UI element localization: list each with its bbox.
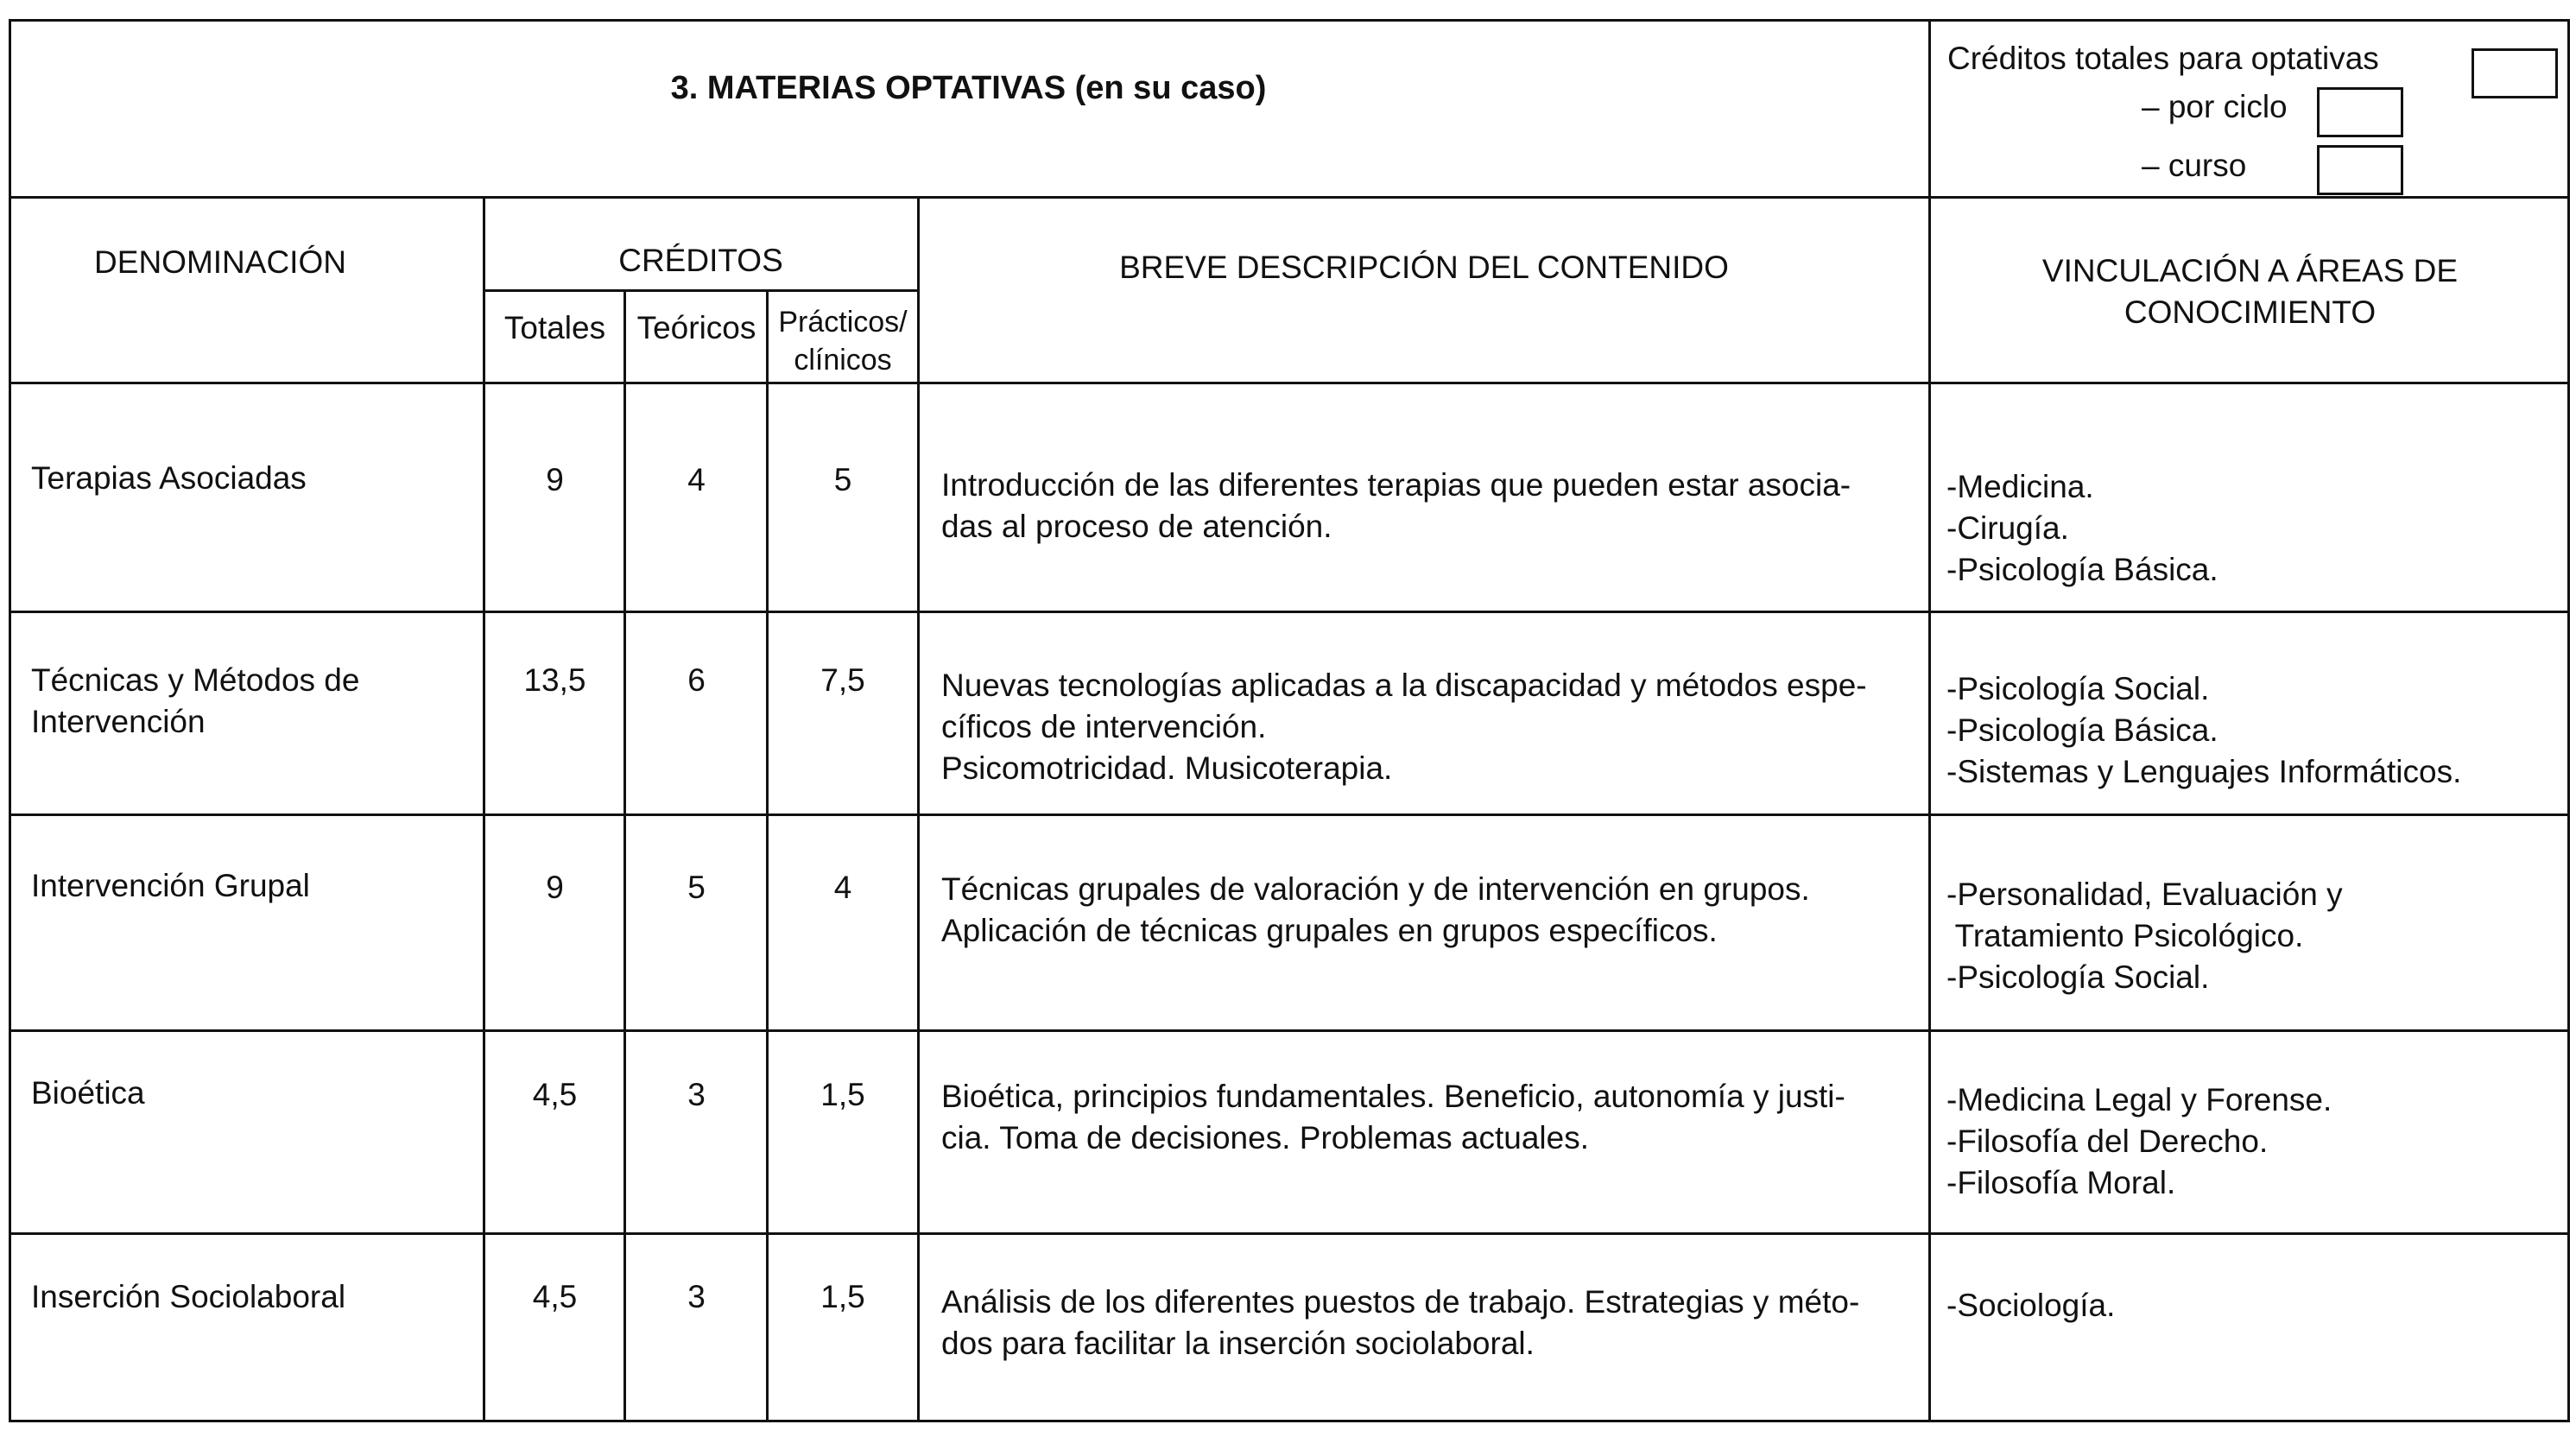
row-area: Tratamiento Psicológico.: [1946, 918, 2304, 953]
row-area: -Psicología Social.: [1946, 671, 2210, 706]
row-theory: 3: [687, 1279, 706, 1314]
row-total: 4,5: [532, 1077, 578, 1112]
row-area: -Medicina.: [1946, 469, 2094, 504]
row-divider: [9, 382, 2570, 384]
row-name: Bioética: [31, 1075, 145, 1111]
row-practical: 5: [833, 462, 852, 497]
row-name: Intervención: [31, 704, 206, 739]
per-cycle-box: [2317, 87, 2403, 137]
per-cycle-label: – por ciclo: [2142, 89, 2288, 124]
row-area: -Filosofía Moral.: [1946, 1165, 2176, 1200]
row-divider: [9, 1232, 2570, 1235]
row-theory: 4: [687, 462, 706, 497]
header-practical: Prácticos/: [778, 306, 908, 339]
header-areas: VINCULACIÓN A ÁREAS DE: [2041, 253, 2459, 288]
row-description: Aplicación de técnicas grupales en grupos específicos.: [941, 913, 1718, 948]
row-total: 4,5: [532, 1279, 578, 1314]
row-area: -Sociología.: [1946, 1288, 2116, 1323]
row-name: Intervención Grupal: [31, 868, 310, 903]
row-practical: 1,5: [820, 1279, 865, 1314]
row-divider: [9, 813, 2570, 816]
column-divider: [483, 196, 485, 1422]
row-area: -Cirugía.: [1946, 510, 2069, 546]
row-total: 9: [546, 462, 564, 497]
row-area: -Sistemas y Lenguajes Informáticos.: [1946, 754, 2462, 789]
row-description: Análisis de los diferentes puestos de trabajo. Estrategias y méto-: [941, 1284, 1860, 1320]
row-area: -Psicología Básica.: [1946, 712, 2218, 748]
header-theory: Teóricos: [636, 310, 756, 345]
row-area: -Medicina Legal y Forense.: [1946, 1082, 2332, 1117]
header-total: Totales: [503, 310, 606, 345]
row-description: das al proceso de atención.: [941, 509, 1332, 544]
row-practical: 7,5: [820, 662, 865, 698]
column-divider: [917, 196, 920, 1422]
header-name: DENOMINACIÓN: [94, 244, 346, 280]
row-description: cia. Toma de decisiones. Problemas actuales.: [941, 1120, 1589, 1155]
row-divider: [9, 1029, 2570, 1032]
header-description: BREVE DESCRIPCIÓN DEL CONTENIDO: [1119, 250, 1729, 285]
row-description: Bioética, principios fundamentales. Beneficio, autonomía y justi-: [941, 1079, 1845, 1114]
row-description: Psicomotricidad. Musicoterapia.: [941, 750, 1393, 786]
header-areas: CONOCIMIENTO: [2123, 294, 2377, 330]
header-practical: clínicos: [794, 344, 892, 377]
column-divider: [1928, 19, 1931, 1422]
row-name: Técnicas y Métodos de: [31, 662, 360, 698]
section-title: 3. MATERIAS OPTATIVAS (en su caso): [670, 70, 1267, 106]
row-divider: [9, 611, 2570, 613]
row-total: 9: [546, 870, 564, 905]
row-description: dos para facilitar la inserción sociolaboral.: [941, 1326, 1535, 1361]
row-practical: 1,5: [820, 1077, 865, 1112]
row-area: -Psicología Social.: [1946, 959, 2210, 995]
row-theory: 6: [687, 662, 706, 698]
row-practical: 4: [833, 870, 852, 905]
course-box: [2317, 145, 2403, 195]
course-label: – curso: [2142, 148, 2247, 183]
row-name: Terapias Asociadas: [31, 460, 307, 496]
row-total: 13,5: [523, 662, 586, 698]
header-credits: CRÉDITOS: [618, 243, 783, 278]
row-area: -Filosofía del Derecho.: [1946, 1124, 2269, 1159]
credits-total-box: [2472, 48, 2558, 98]
row-area: -Psicología Básica.: [1946, 552, 2218, 587]
row-description: cíficos de intervención.: [941, 709, 1267, 744]
row-description: Técnicas grupales de valoración y de intervención en grupos.: [941, 871, 1810, 907]
row-area: -Personalidad, Evaluación y: [1946, 877, 2343, 912]
row-name: Inserción Sociolaboral: [31, 1279, 346, 1314]
row-divider: [484, 289, 918, 292]
row-theory: 5: [687, 870, 706, 905]
row-divider: [9, 196, 2570, 199]
row-description: Nuevas tecnologías aplicadas a la discapacidad y métodos espe-: [941, 668, 1867, 703]
credits-total-label: Créditos totales para optativas: [1947, 41, 2379, 76]
row-description: Introducción de las diferentes terapias que pueden estar asocia-: [941, 467, 1851, 503]
row-theory: 3: [687, 1077, 706, 1112]
